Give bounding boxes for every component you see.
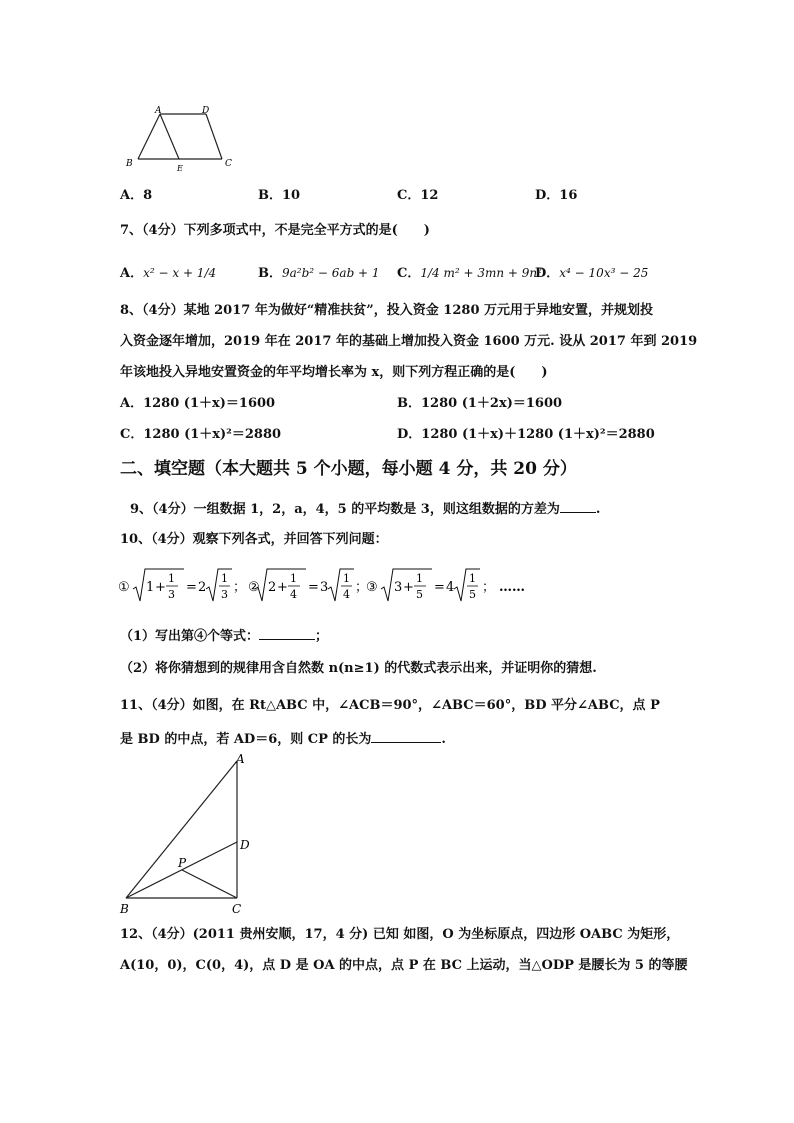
- q8-option-a: A．1280 (1＋x)＝1600: [120, 396, 276, 411]
- q8-line-2: 入资金逐年增加，2019 年在 2017 年的基础上增加投入资金 1600 万元. 设从 2017 年到 2019: [120, 334, 698, 349]
- section-2-title: 二、填空题（本大题共 5 个小题，每小题 4 分，共 20 分）: [120, 459, 577, 479]
- q7-option-a: A．x² − x + 1/4: [120, 266, 217, 281]
- q8-option-c: C．1280 (1＋x)²＝2880: [120, 427, 282, 442]
- svg-text:4: 4: [343, 588, 350, 601]
- svg-text:3: 3: [221, 588, 228, 601]
- svg-text:1: 1: [221, 572, 228, 585]
- svg-text:1: 1: [469, 572, 476, 585]
- q12-line-1: 12、（4分）(2011 贵州安顺，17，4 分) 已知 如图，O 为坐标原点，四边形 OABC 为矩形，: [120, 927, 680, 942]
- radical-2b: [328, 569, 354, 601]
- q6-option-b: B．10: [258, 188, 301, 203]
- right-triangle-figure: [112, 752, 262, 920]
- q8-option-d: D．1280 (1＋x)＋1280 (1＋x)²＝2880: [397, 427, 655, 442]
- q7-option-b: B．9a²b² − 6ab + 1: [258, 266, 380, 281]
- edge-ab: [126, 761, 237, 898]
- svg-text:；: ；: [355, 580, 369, 595]
- q10-stem: 10、（4分）观察下列各式，并回答下列问题：: [120, 532, 388, 547]
- svg-text:1: 1: [290, 572, 297, 585]
- svg-text:；: ；: [482, 580, 496, 595]
- svg-text:+: +: [277, 580, 288, 595]
- q6-option-a: A．8: [120, 188, 153, 203]
- circled-2: ②: [248, 580, 260, 595]
- q11-answer-blank[interactable]: [371, 730, 441, 743]
- label-a: A: [155, 106, 162, 116]
- radical-3b: [454, 569, 480, 601]
- svg-text:……: ……: [499, 580, 525, 595]
- svg-text:=: =: [308, 580, 319, 595]
- svg-text:3: 3: [320, 580, 329, 595]
- svg-text:+: +: [155, 580, 166, 595]
- label-d: D: [240, 838, 250, 852]
- label-a: A: [236, 752, 245, 766]
- q8-line-3: 年该地投入异地安置资金的年平均增长率为 x，则下列方程正确的是( ): [120, 365, 548, 380]
- edge-ab: [138, 114, 160, 159]
- svg-text:5: 5: [469, 588, 476, 601]
- label-d: D: [202, 106, 210, 116]
- q7-option-c: C．1/4 m² + 3mn + 9n²: [397, 266, 542, 281]
- svg-text:2: 2: [198, 580, 207, 595]
- segment-cp: [182, 870, 237, 898]
- q7-option-d: D．x⁴ − 10x³ − 25: [535, 266, 649, 281]
- svg-text:1: 1: [343, 572, 350, 585]
- label-c: C: [232, 902, 242, 916]
- svg-text:1: 1: [168, 572, 175, 585]
- q6-option-d: D．16: [535, 188, 578, 203]
- q6-option-c: C．12: [397, 188, 439, 203]
- q9-answer-blank[interactable]: [560, 500, 596, 513]
- label-e: E: [177, 164, 183, 173]
- q8-option-b: B．1280 (1＋2x)＝1600: [397, 396, 563, 411]
- q10-sub-1: （1）写出第④个等式： ；: [120, 629, 329, 644]
- svg-text:+: +: [403, 580, 414, 595]
- svg-text:=: =: [434, 580, 445, 595]
- q9-text: 9、（4分）一组数据 1，2，a，4，5 的平均数是 3，则这组数据的方差为 .: [130, 502, 601, 517]
- label-b: B: [120, 902, 129, 916]
- svg-text:3: 3: [168, 588, 175, 601]
- svg-text:4: 4: [290, 588, 297, 601]
- q10-answer-blank[interactable]: [259, 627, 315, 640]
- svg-text:1: 1: [416, 572, 423, 585]
- edge-dc: [206, 114, 222, 159]
- circled-1: ①: [118, 580, 130, 595]
- circled-3: ③: [366, 580, 378, 595]
- svg-text:5: 5: [416, 588, 423, 601]
- q7-stem: 7、（4分）下列多项式中，不是完全平方式的是( ): [120, 223, 430, 238]
- svg-text:；: ；: [233, 580, 247, 595]
- svg-text:4: 4: [446, 580, 455, 595]
- svg-text:1: 1: [146, 580, 155, 595]
- label-c: C: [225, 159, 232, 169]
- radical-1b: [206, 569, 232, 601]
- svg-text:3: 3: [394, 580, 403, 595]
- q11-line-1: 11、（4分）如图，在 Rt△ABC 中，∠ACB＝90°，∠ABC＝60°，BD 平分∠ABC，点 P: [120, 698, 660, 713]
- svg-text:=: =: [186, 580, 197, 595]
- label-b: B: [126, 159, 133, 169]
- label-p: P: [178, 856, 187, 870]
- q10-formula-row: [116, 565, 536, 607]
- q12-line-2: A(10，0)，C(0，4)，点 D 是 OA 的中点，点 P 在 BC 上运动，当△ODP 是腰长为 5 的等腰: [120, 958, 688, 973]
- q10-sub-2: （2）将你猜想到的规律用含自然数 n(n≥1) 的代数式表示出来，并证明你的猜想.: [120, 661, 597, 676]
- edge-ae: [160, 114, 179, 159]
- q8-line-1: 8、（4分）某地 2017 年为做好“精准扶贫”，投入资金 1280 万元用于异地安置，并规划投: [120, 303, 654, 318]
- q11-line-2: 是 BD 的中点，若 AD＝6，则 CP 的长为 .: [120, 732, 446, 747]
- parallelogram-figure: [122, 104, 242, 176]
- svg-text:2: 2: [268, 580, 277, 595]
